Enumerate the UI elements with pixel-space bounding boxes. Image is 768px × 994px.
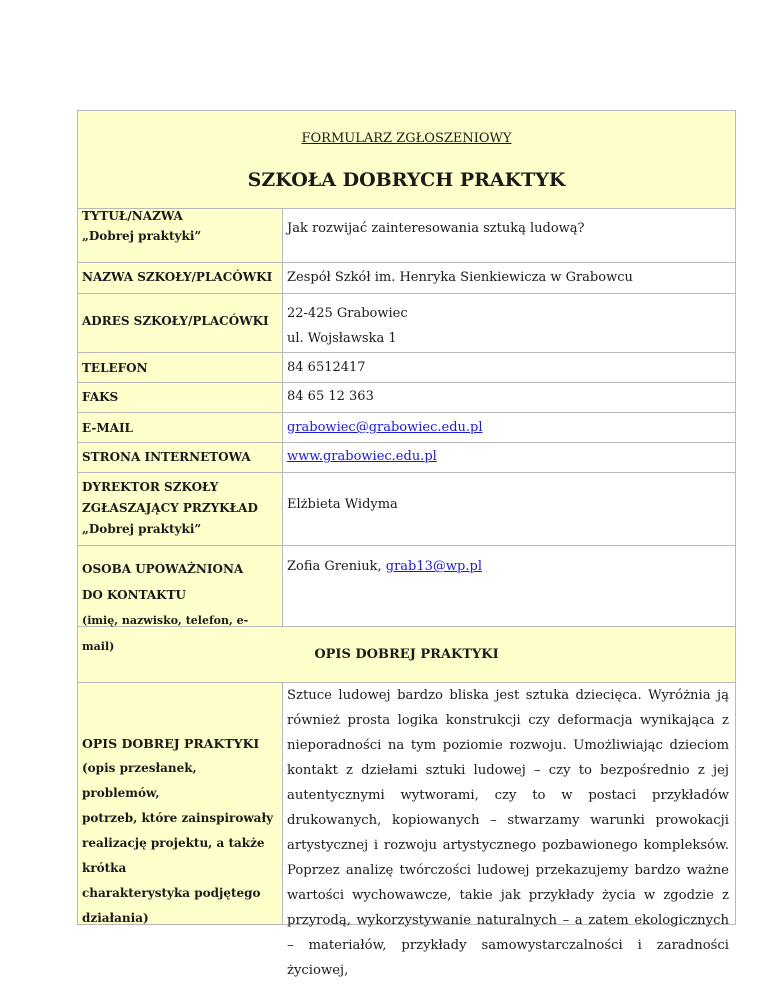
row-director [78,473,735,546]
label-email: E-MAIL [78,413,283,442]
label-contact-line1: OSOBA UPOWAŻNIONA [82,562,244,576]
value-website [283,443,735,472]
value-school-name: Zespół Szkół im. Henryka Sienkiewicza w Grabowcu [287,270,633,285]
label-title-line1: TYTUŁ/NAZWA [82,209,183,223]
label-contact-line3: (imię, nazwisko, telefon, e-mail) [82,614,249,653]
label-address: ADRES SZKOŁY/PLACÓWKI [78,294,283,352]
row-fax [78,383,735,413]
value-fax: 84 65 12 363 [287,389,374,404]
value-phone: 84 6512417 [287,360,366,375]
value-director: Elżbieta Widyma [287,497,398,512]
row-email [78,413,735,443]
label-contact [78,546,283,653]
value-title: Jak rozwijać zainteresowania sztuką ludową? [287,221,585,236]
label-description-line2: potrzeb, które zainspirowały [82,811,274,825]
label-description-line3: realizację projektu, a także krótka [82,836,265,875]
contact-email-link[interactable]: grab13@wp.pl [385,559,482,574]
label-director-line3: „Dobrej praktyki” [82,522,202,536]
label-title [78,209,283,262]
form-label: FORMULARZ ZGŁOSZENIOWY [301,131,512,146]
label-school-name: NAZWA SZKOŁY/PLACÓWKI [78,263,283,293]
label-description [78,683,283,924]
row-description [78,683,735,978]
row-website [78,443,735,473]
form-header [78,111,735,209]
address-line1: 22-425 Grabowiec [287,306,408,321]
row-contact [78,546,735,653]
label-website: STRONA INTERNETOWA [78,443,283,472]
row-title [78,209,735,263]
form-title: SZKOŁA DOBRYCH PRAKTYK [247,169,566,191]
label-description-line1: (opis przesłanek, problemów, [82,761,197,800]
row-address [78,294,735,353]
value-email [283,413,735,442]
contact-name: Zofia Greniuk, [287,559,386,574]
label-description-line5: działania) [82,911,149,925]
label-description-line4: charakterystyka podjętego [82,886,261,900]
label-director-line1: DYREKTOR SZKOŁY [82,480,219,494]
description-text: Sztuce ludowej bardzo bliska jest sztuka dziecięca. Wyróżnia ją również prosta logika konstrukcji czy deformacja wynikająca z nieporadności na tym poziomie rozwoju. Umożliwiając dzieciom kontakt z dziełami sztuki ludowej – czy to bezpośrednio z jej autentycznymi wytworami, czy to w postaci przykładów drukowanych, kopiowanych – stwarzamy warunki prowokacji artystycznej i rozwoju artystycznego pozbawionego kompleksów. Poprzez analizę twórczości ludowej przekazujemy bardzo ważne wartości wychowawcze, takie jak przykłady życia w zgodzie z przyrodą, wykorzystywanie naturalnych – a zatem ekologicznych – materiałów, przykłady samowystarczalności i zaradności życiowej, [287,688,729,978]
label-phone: TELEFON [78,353,283,382]
section-heading: OPIS DOBREJ PRAKTYKI [78,626,735,683]
label-contact-line2: DO KONTAKTU [82,588,186,602]
label-description-title: OPIS DOBREJ PRAKTYKI [82,736,260,751]
label-fax: FAKS [78,383,283,412]
email-link[interactable]: grabowiec@grabowiec.edu.pl [287,420,483,435]
website-link[interactable]: www.grabowiec.edu.pl [287,449,437,464]
value-address [283,294,735,352]
label-director-line2: ZGŁASZAJĄCY PRZYKŁAD [82,501,258,515]
row-phone [78,353,735,383]
label-director [78,473,283,545]
application-form [77,110,736,978]
address-line2: ul. Wojsławska 1 [287,331,397,346]
value-contact [283,546,735,626]
row-school-name [78,263,735,294]
label-title-line2: „Dobrej praktyki” [82,229,202,243]
